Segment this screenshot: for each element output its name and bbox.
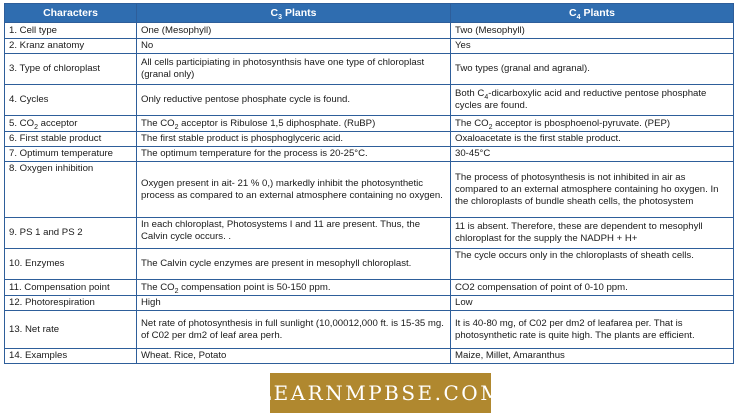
c4-cell: The $CO_2$ acceptor is pbosphoenol-pyruvate. (PEP) [451,116,734,132]
c4-cell: The cycle occurs only in the chloroplasts of sheath cells. [451,249,734,280]
row-label: 8. Oxygen inhibition [5,162,137,218]
table-row [5,311,734,349]
table-row [5,349,734,364]
table-row [5,280,734,296]
c3-cell: The $CO_2$ acceptor is Ribulose 1,5 diphosphate. (RuBP) [137,116,451,132]
header-characters: Characters [5,4,137,23]
c4-cell: It is 40-80 mg, of C02 per dm2 of leafarea per. That is photosynthetic rate is quite high. The plants are efficient. [451,311,734,349]
c3-cell: High [137,296,451,311]
table-row [5,249,734,280]
c4-cell: 30-45°C [451,147,734,162]
table-row [5,132,734,147]
c4-cell: Two (Mesophyll) [451,23,734,39]
c4-cell: Low [451,296,734,311]
c4-cell: The process of photosynthesis is not inhibited in air as compared to an external atmosphere containing ho oxygen. In the chloroplasts of bundle sheath cells, the photosystem [451,162,734,218]
c3-cell: The Calvin cycle enzymes are present in mesophyll chloroplast. [137,249,451,280]
c3-cell: In each chloroplast, Photosystems I and 11 are present. Thus, the Calvin cycle occurs. . [137,218,451,249]
c4-cell: CO2 compensation of point of 0-10 ppm. [451,280,734,296]
row-label: 13. Net rate [5,311,137,349]
header-c4-plants: $C_4$ Plants [451,4,734,23]
c3-cell: All cells participiating in photosynthsis have one type of chloroplast (granal only) [137,54,451,85]
table-row [5,54,734,85]
row-label: 7. Optimum temperature [5,147,137,162]
row-label: 1. Cell type [5,23,137,39]
row-label: 6. First stable product [5,132,137,147]
c4-cell: 11 is absent. Therefore, these are dependent to mesophyll chloroplast for the supply the NADPH + H+ [451,218,734,249]
table-row [5,218,734,249]
comparison-table [4,3,734,364]
c4-cell: Maize, Millet, Amaranthus [451,349,734,364]
c3-cell: One (Mesophyll) [137,23,451,39]
row-label: 4. Cycles [5,85,137,116]
table-row [5,39,734,54]
header-c3-plants: $C_3$ Plants [137,4,451,23]
row-label: 10. Enzymes [5,249,137,280]
row-label: 11. Compensation point [5,280,137,296]
c3-cell: Wheat. Rice, Potato [137,349,451,364]
c3-cell: The first stable product is phosphoglyceric acid. [137,132,451,147]
c4-cell: Both $C_4$-dicarboxylic acid and reductive pentose phosphate cycles are found. [451,85,734,116]
row-label: 5. $CO_2$ acceptor [5,116,137,132]
c4-cell: Yes [451,39,734,54]
c3-cell: No [137,39,451,54]
table-row [5,296,734,311]
c3-cell: Only reductive pentose phosphate cycle is found. [137,85,451,116]
row-label: 2. Kranz anatomy [5,39,137,54]
row-label: 12. Photorespiration [5,296,137,311]
c4-cell: Oxaloacetate is the first stable product. [451,132,734,147]
table-row [5,85,734,116]
site-logo: LEARNMPBSE.COM [270,373,491,413]
c3-cell: The optimum temperature for the process is 20-25°C. [137,147,451,162]
row-label: 14. Examples [5,349,137,364]
c4-cell: Two types (granal and agranal). [451,54,734,85]
c3-cell: The $CO_2$ compensation point is 50-150 ppm. [137,280,451,296]
row-label: 9. PS 1 and PS 2 [5,218,137,249]
table-row [5,147,734,162]
table-row [5,23,734,39]
row-label: 3. Type of chloroplast [5,54,137,85]
header-row [5,4,734,23]
c3-cell: Oxygen present in ait- 21 % 0,) markedly inhibit the photosynthetic process as compared to an external atmosphere containing no oxygen. [137,162,451,218]
table-row [5,162,734,218]
c3-cell: Net rate of photosynthesis in full sunlight (10,00012,000 ft. is 15-35 mg. of C02 per dm2 of leaf area perh. [137,311,451,349]
table-row [5,116,734,132]
